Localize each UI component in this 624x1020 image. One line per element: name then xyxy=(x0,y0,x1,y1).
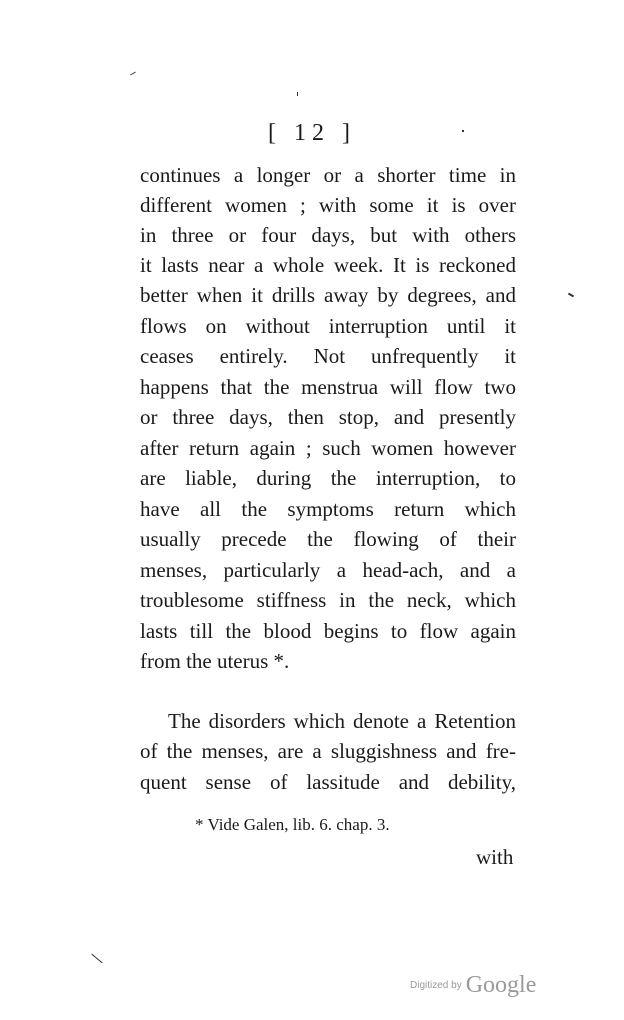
page-number: [ 12 ] xyxy=(268,120,356,146)
text-line: flows on without interruption until it xyxy=(140,314,516,338)
scan-speck xyxy=(91,954,102,964)
text-line: better when it drills away by degrees, and xyxy=(140,283,516,307)
footnote: * Vide Galen, lib. 6. chap. 3. xyxy=(195,815,390,834)
catchword: with xyxy=(476,845,514,869)
text-line: The disorders which denote a Retention xyxy=(168,709,516,733)
text-line: have all the symptoms return which xyxy=(140,497,516,521)
text-line: different women ; with some it is over xyxy=(140,193,516,217)
watermark-prefix: Digitized by xyxy=(410,980,462,991)
text-line: of the menses, are a sluggishness and fre- xyxy=(140,739,516,763)
text-line: quent sense of lassitude and debility, xyxy=(140,770,516,794)
google-watermark xyxy=(410,972,536,999)
scan-speck xyxy=(130,72,136,76)
text-line: continues a longer or a shorter time in xyxy=(140,163,516,187)
text-line: are liable, during the interruption, to xyxy=(140,466,516,490)
scan-speck xyxy=(568,293,574,298)
text-line: from the uterus *. xyxy=(140,649,290,673)
text-line: happens that the menstrua will flow two xyxy=(140,375,516,399)
text-line: it lasts near a whole week. It is reckoned xyxy=(140,253,516,277)
text-line: in three or four days, but with others xyxy=(140,223,516,247)
google-logo: Google xyxy=(465,972,537,998)
text-line: or three days, then stop, and presently xyxy=(140,405,516,429)
text-line: usually precede the flowing of their xyxy=(140,527,516,551)
text-line: after return again ; such women however xyxy=(140,436,516,460)
text-line: menses, particularly a head-ach, and a xyxy=(140,558,516,582)
scan-speck xyxy=(297,92,298,96)
text-line: lasts till the blood begins to flow again xyxy=(140,619,516,643)
text-line: troublesome stiffness in the neck, which xyxy=(140,588,516,612)
text-line: ceases entirely. Not unfrequently it xyxy=(140,344,516,368)
scan-speck xyxy=(462,130,464,132)
